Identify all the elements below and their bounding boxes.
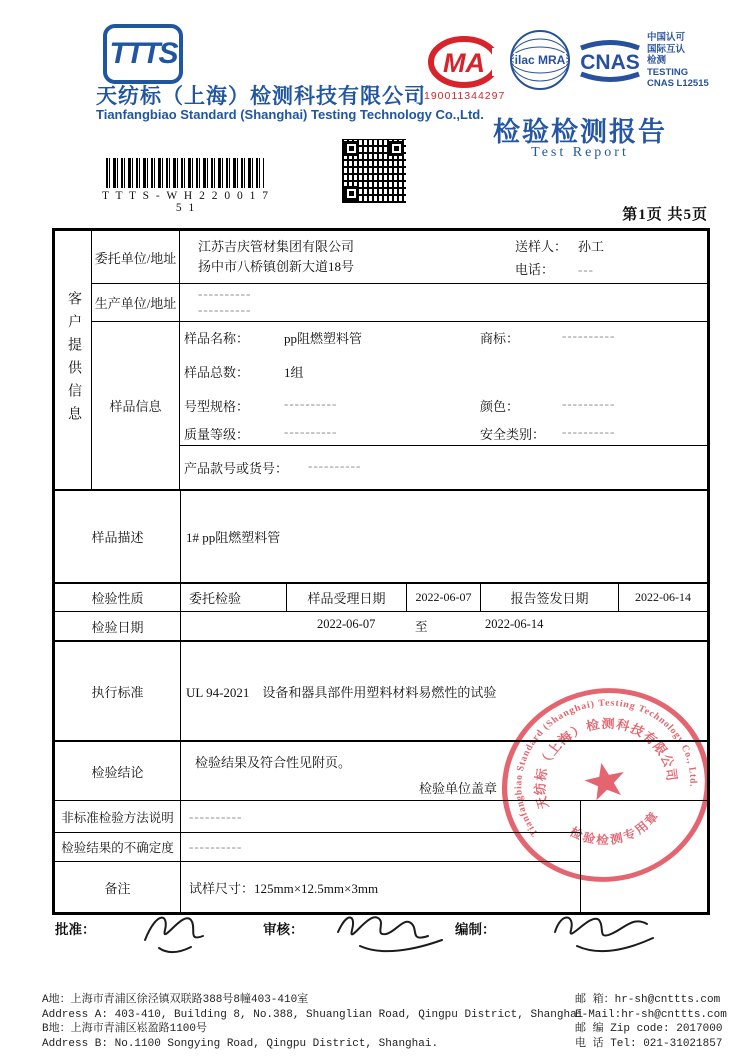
- cnas-line: 中国认可: [647, 32, 686, 43]
- ttts-logo-text: TTTS: [109, 37, 177, 70]
- manufacturer-value: ----------: [198, 286, 252, 301]
- bottom-section: [55, 800, 707, 912]
- spec-value: ----------: [284, 396, 338, 411]
- manufacturer-label: 生产单位/地址: [92, 284, 180, 321]
- sample-name-value: pp阻燃塑料管: [284, 331, 363, 346]
- spec-label: 号型规格：: [184, 399, 250, 414]
- telephone: 电 话 Tel: 021-31021857: [575, 1037, 723, 1050]
- client-info-vertical-label: [55, 231, 92, 489]
- client-info-vertical-text: 客户提供信息: [66, 291, 81, 429]
- review-label: 审核：: [263, 922, 304, 937]
- prepare-label: 编制：: [455, 922, 496, 937]
- sample-qty-value: 1组: [284, 365, 304, 380]
- client-label: 委托单位/地址: [92, 231, 180, 283]
- inspection-date-row: [55, 611, 707, 640]
- conclusion-value: 检验结果及符合性见附页。: [195, 755, 352, 770]
- approve-signature: [135, 900, 245, 962]
- sender-value: 孙工: [578, 239, 605, 254]
- standard-row: [55, 640, 707, 740]
- color-value: ----------: [562, 396, 616, 411]
- phone-label: 电话：: [515, 262, 555, 277]
- email-en: E-Mail:hr-sh@cnttts.com: [575, 1008, 727, 1021]
- sample-desc-label: 样品描述: [55, 491, 181, 582]
- manufacturer-row: [92, 283, 707, 321]
- client-provided-section: [55, 231, 707, 489]
- qr-finder: [344, 141, 359, 156]
- stamp-text-bottom: 检验检测专用章: [567, 808, 663, 847]
- footer-addresses: [42, 993, 583, 1051]
- address-b-cn: B地：上海市青浦区崧盈路1100号: [42, 1023, 208, 1035]
- sample-desc-value: 1# pp阻燃塑料管: [186, 530, 281, 545]
- cma-logo-icon: [426, 36, 504, 90]
- qr-finder: [389, 141, 404, 156]
- stamp-text-cn: 天纺标（上海）检测科技有限公司: [533, 717, 679, 811]
- review-signature: [330, 900, 460, 962]
- cma-number: 190011344297: [424, 90, 506, 102]
- safety-class-label: 安全类别：: [480, 427, 546, 442]
- issue-date-label: 报告签发日期: [481, 584, 619, 611]
- uncertainty-row: [55, 832, 580, 861]
- brand-value: ----------: [562, 328, 616, 343]
- cnas-text: CNAS: [580, 51, 640, 74]
- issue-date-value: 2022-06-14: [635, 590, 691, 604]
- sample-name-label: 样品名称：: [184, 331, 250, 346]
- conclusion-row: [55, 740, 707, 800]
- approve-label: 批准：: [55, 922, 96, 937]
- conclusion-label: 检验结论: [55, 742, 181, 800]
- prepare-signature: [545, 900, 675, 962]
- sample-desc-row: [55, 489, 707, 582]
- address-a-en: Address A: 403-410, Building 8, No.388, Shuanglian Road, Qingpu District, Shanghai: [42, 1008, 584, 1021]
- ilac-mra-logo-icon: [508, 28, 572, 92]
- email-cn: 邮 箱：hr-sh@cnttts.com: [575, 994, 721, 1006]
- standard-label: 执行标准: [55, 642, 181, 740]
- nonstandard-method-label: 非标准检验方法说明: [55, 801, 181, 832]
- address-b-en: Address B: No.1100 Songying Road, Qingpu District, Shanghai.: [42, 1037, 439, 1050]
- sample-info-label: 样品信息: [92, 322, 180, 489]
- grade-value: ----------: [284, 424, 338, 439]
- inspection-nature-label: 检验性质: [55, 584, 181, 611]
- product-no-value: ----------: [308, 458, 362, 473]
- report-title-cn: 检验检测报告: [493, 117, 667, 147]
- cnas-logo-icon: [576, 36, 644, 86]
- brand-label: 商标：: [480, 331, 520, 346]
- cnas-line: 国际互认: [647, 43, 686, 55]
- footer-contacts: [575, 993, 727, 1051]
- color-label: 颜色：: [480, 399, 520, 414]
- grade-label: 质量等级：: [184, 427, 250, 442]
- product-no-row: [180, 445, 707, 489]
- accept-date-label: 样品受理日期: [287, 584, 407, 611]
- sample-info-fields: [180, 322, 707, 445]
- client-row: [92, 231, 707, 283]
- address-a-cn: A地：上海市青浦区徐泾镇双联路388号8幢403-410室: [42, 994, 309, 1006]
- manufacturer-address-value: ----------: [198, 302, 252, 317]
- nonstandard-method-row: [55, 801, 580, 832]
- client-name: 江苏吉庆管材集团有限公司: [198, 239, 355, 254]
- page-number: 第1页 共5页: [622, 207, 708, 223]
- remark-label: 备注: [55, 862, 181, 912]
- stamp-caption: 检验单位盖章: [419, 781, 498, 796]
- nonstandard-method-value: ----------: [189, 808, 243, 824]
- company-name-en: Tianfangbiao Standard (Shanghai) Testing Technology Co.,Ltd.: [96, 107, 484, 122]
- zip-code: 邮 编 Zip code: 2017000: [575, 1023, 723, 1035]
- cnas-line: TESTING: [647, 66, 689, 78]
- report-title-en: Test Report: [531, 145, 629, 160]
- barcode-number: T T T S - W H 2 2 0 0 1 7 5 1: [101, 190, 270, 214]
- uncertainty-value: ----------: [189, 839, 243, 854]
- sender-label: 送样人：: [515, 239, 568, 254]
- barcode-image: [106, 158, 264, 188]
- remark-value: 试样尺寸：125mm×12.5mm×3mm: [189, 880, 379, 896]
- inspection-date-to: 2022-06-14: [485, 617, 544, 631]
- uncertainty-label: 检验结果的不确定度: [55, 833, 181, 861]
- inspection-date-label: 检验日期: [55, 612, 181, 640]
- remark-row: [55, 861, 580, 912]
- client-content: [180, 231, 707, 283]
- accept-date-value: 2022-06-07: [407, 584, 481, 611]
- empty-cell: [580, 801, 707, 912]
- sample-info-row: [92, 321, 707, 489]
- standard-value: UL 94-2021 设备和器具部件用塑料材料易燃性的试验: [186, 684, 497, 700]
- qr-finder: [344, 186, 359, 201]
- client-address: 扬中市八桥镇创新大道18号: [198, 259, 355, 274]
- qr-code: [342, 139, 406, 203]
- safety-class-value: ----------: [562, 424, 616, 439]
- ilac-mra-text: ilac MRA: [514, 53, 566, 67]
- cnas-line: 检测: [647, 55, 667, 66]
- cnas-line: CNAS L12515: [647, 78, 709, 89]
- cnas-accreditation-text: [647, 32, 709, 90]
- stamp-text-en: Tianfangbiao Standard (Shanghai) Testing Technology Co., Ltd.: [512, 697, 699, 839]
- inspection-nature-value: 委托检验: [181, 584, 287, 611]
- inspection-date-from: 2022-06-07: [317, 617, 376, 631]
- company-name-cn: 天纺标（上海）检测科技有限公司: [96, 84, 426, 108]
- cma-logo-text: MA: [443, 48, 485, 78]
- phone-value: ---: [578, 262, 594, 277]
- inspection-nature-row: [55, 582, 707, 611]
- report-info-table: [52, 228, 710, 915]
- ttts-logo: [103, 24, 183, 84]
- sample-qty-label: 样品总数：: [184, 365, 250, 380]
- manufacturer-content: [180, 284, 707, 321]
- inspection-date-to-word: 至: [415, 620, 428, 634]
- product-no-label: 产品款号或货号：: [184, 461, 289, 476]
